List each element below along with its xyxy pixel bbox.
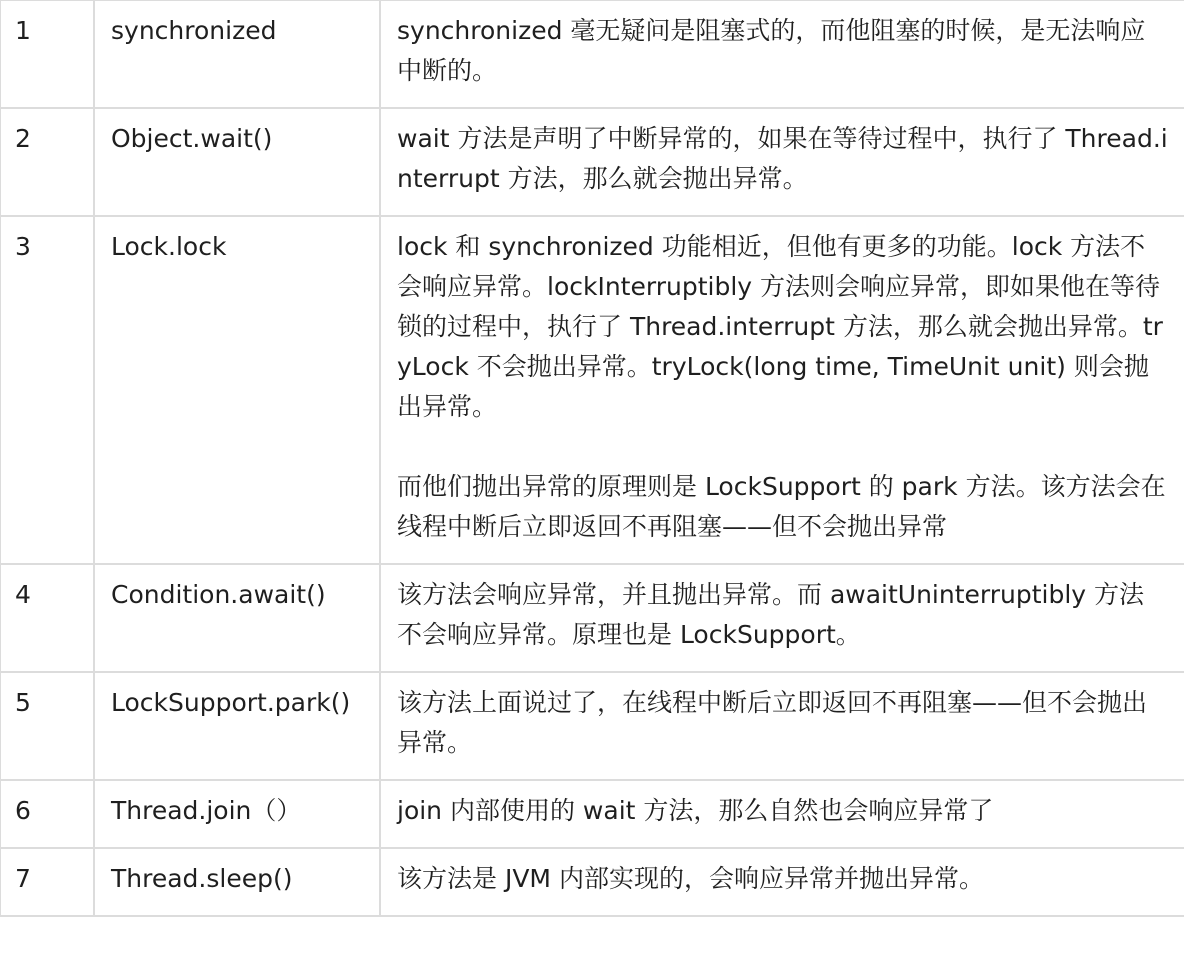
table-row (0, 0, 1184, 108)
description-cell (380, 848, 1184, 916)
method-name: Lock.lock (94, 216, 380, 564)
method-name: Thread.join（） (94, 780, 380, 848)
table-row (0, 216, 1184, 564)
method-name: synchronized (94, 0, 380, 108)
row-number: 6 (0, 780, 94, 848)
table-row (0, 848, 1184, 916)
table-row (0, 780, 1184, 848)
row-number: 1 (0, 0, 94, 108)
description-text: 该方法是 JVM 内部实现的，会响应异常并抛出异常。 (397, 864, 984, 893)
table-row (0, 672, 1184, 780)
table-row (0, 108, 1184, 216)
description-text: synchronized 毫无疑问是阻塞式的，而他阻塞的时候，是无法响应中断的。 (397, 16, 1146, 85)
row-number: 3 (0, 216, 94, 564)
row-number: 4 (0, 564, 94, 672)
description-cell (380, 672, 1184, 780)
method-name: Condition.await() (94, 564, 380, 672)
description-text: lock 和 synchronized 功能相近，但他有更多的功能。lock 方法不会响应异常。lockInterruptibly 方法则会响应异常，即如果他在等待锁的过程中，执行了 Thread.interrupt 方法，那么就会抛出异常。tryLock 不会抛出异常。tryLock(long time, TimeUnit unit) 则会抛出异常。 (397, 232, 1163, 421)
method-name: LockSupport.park() (94, 672, 380, 780)
row-number: 2 (0, 108, 94, 216)
description-cell (380, 564, 1184, 672)
description-text: wait 方法是声明了中断异常的，如果在等待过程中，执行了 Thread.interrupt 方法，那么就会抛出异常。 (397, 124, 1168, 193)
description-text: 该方法会响应异常，并且抛出异常。而 awaitUninterruptibly 方法不会响应异常。原理也是 LockSupport。 (397, 580, 1145, 649)
description-text: join 内部使用的 wait 方法，那么自然也会响应异常了 (397, 796, 994, 825)
method-name: Thread.sleep() (94, 848, 380, 916)
description-text: 而他们抛出异常的原理则是 LockSupport 的 park 方法。该方法会在线程中断后立即返回不再阻塞——但不会抛出异常 (397, 472, 1166, 541)
row-number: 5 (0, 672, 94, 780)
method-name: Object.wait() (94, 108, 380, 216)
table-row (0, 564, 1184, 672)
description-cell (380, 780, 1184, 848)
description-cell (380, 0, 1184, 108)
description-text: 该方法上面说过了，在线程中断后立即返回不再阻塞——但不会抛出异常。 (397, 688, 1148, 757)
row-number: 7 (0, 848, 94, 916)
description-cell (380, 108, 1184, 216)
description-cell (380, 216, 1184, 564)
